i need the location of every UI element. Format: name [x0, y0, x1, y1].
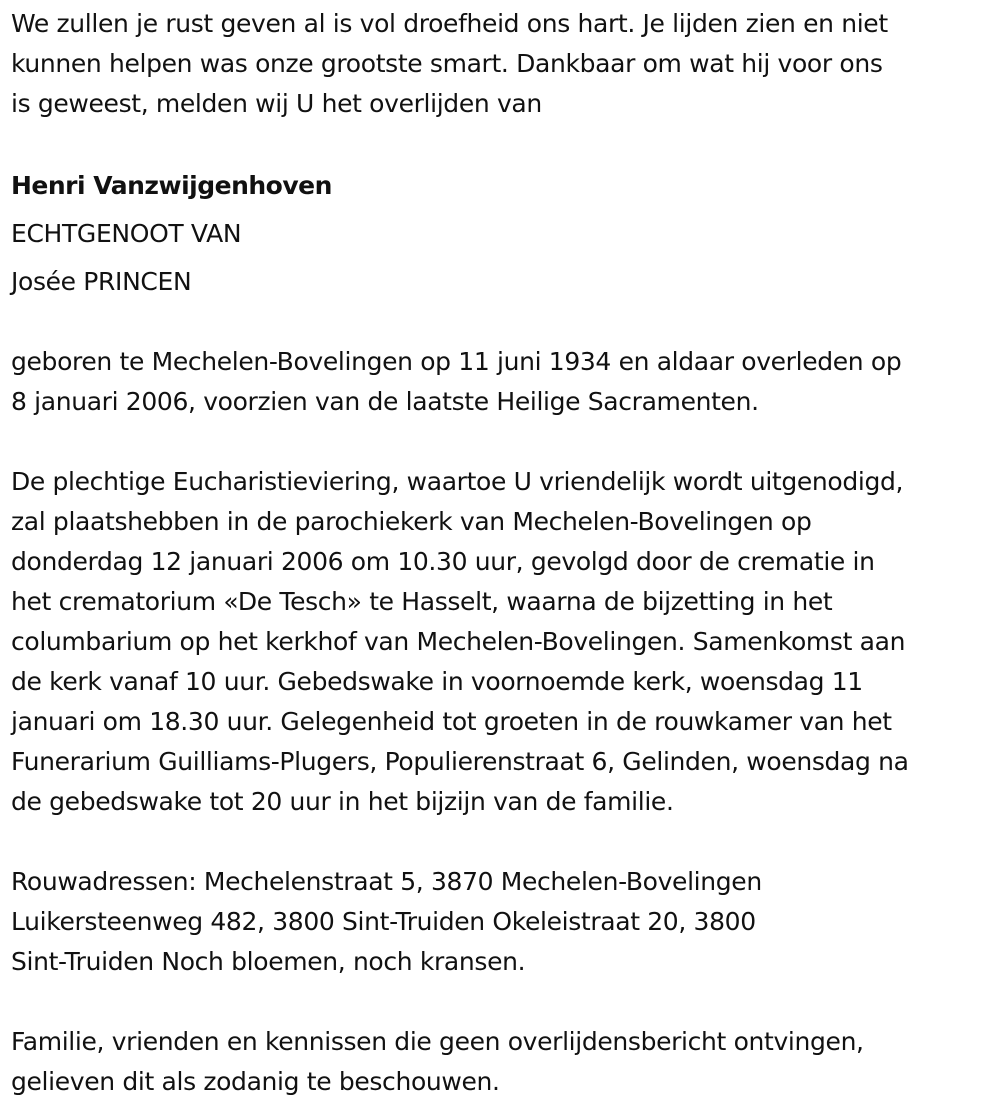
deceased-name: Henri Vanzwijgenhoven [11, 171, 332, 200]
obituary-document [11, 4, 996, 1102]
text-line: de gebedswake tot 20 uur in het bijzijn van de familie. [11, 787, 674, 816]
text-line: Familie, vrienden en kennissen die geen overlijdensbericht ontvingen, [11, 1027, 864, 1056]
spouse-name: Josée PRINCEN [11, 267, 192, 296]
text-line: het crematorium «De Tesch» te Hasselt, waarna de bijzetting in het [11, 587, 833, 616]
addresses-paragraph [11, 862, 996, 982]
text-line: Funerarium Guilliams-Plugers, Populierenstraat 6, Gelinden, woensdag na [11, 747, 909, 776]
text-line: Luikersteenweg 482, 3800 Sint-Truiden Okeleistraat 20, 3800 [11, 907, 756, 936]
text-line: We zullen je rust geven al is vol droefheid ons hart. Je lijden zien en niet [11, 9, 888, 38]
ceremony-paragraph [11, 462, 996, 822]
text-line: is geweest, melden wij U het overlijden van [11, 89, 542, 118]
text-line: gelieven dit als zodanig te beschouwen. [11, 1067, 500, 1096]
text-line: columbarium op het kerkhof van Mechelen-Bovelingen. Samenkomst aan [11, 627, 906, 656]
deceased-block [11, 162, 996, 306]
text-line: donderdag 12 januari 2006 om 10.30 uur, gevolgd door de crematie in [11, 547, 875, 576]
relation-label: ECHTGENOOT VAN [11, 219, 242, 248]
text-line: 8 januari 2006, voorzien van de laatste Heilige Sacramenten. [11, 387, 759, 416]
text-line: Sint-Truiden Noch bloemen, noch kransen. [11, 947, 526, 976]
text-line: de kerk vanaf 10 uur. Gebedswake in voornoemde kerk, woensdag 11 [11, 667, 863, 696]
text-line: Rouwadressen: Mechelenstraat 5, 3870 Mechelen-Bovelingen [11, 867, 762, 896]
birth-death-paragraph [11, 342, 996, 422]
text-line: zal plaatshebben in de parochiekerk van Mechelen-Bovelingen op [11, 507, 812, 536]
text-line: kunnen helpen was onze grootste smart. Dankbaar om wat hij voor ons [11, 49, 883, 78]
closing-paragraph [11, 1022, 996, 1102]
intro-paragraph [11, 4, 996, 124]
text-line: januari om 18.30 uur. Gelegenheid tot groeten in de rouwkamer van het [11, 707, 892, 736]
text-line: De plechtige Eucharistieviering, waartoe U vriendelijk wordt uitgenodigd, [11, 467, 904, 496]
text-line: geboren te Mechelen-Bovelingen op 11 juni 1934 en aldaar overleden op [11, 347, 902, 376]
